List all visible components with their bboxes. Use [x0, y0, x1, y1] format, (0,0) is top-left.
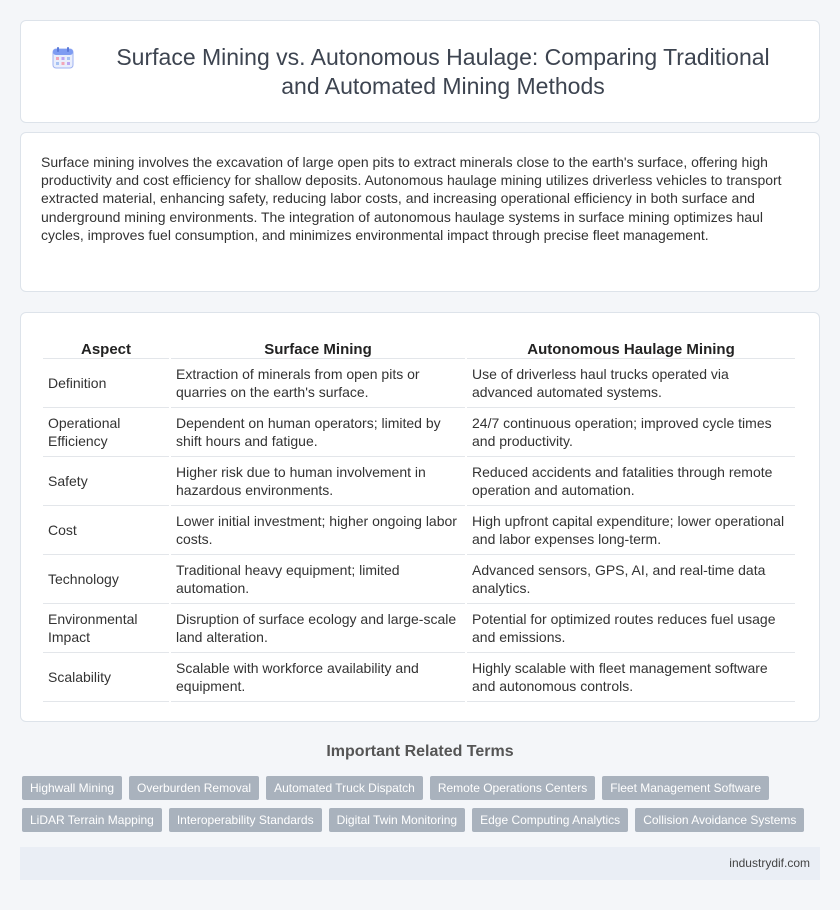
- table-row: [43, 653, 795, 702]
- cell-aspect: Operational Efficiency: [43, 408, 169, 457]
- related-term-tag[interactable]: Fleet Management Software: [602, 776, 769, 800]
- related-term-tag[interactable]: Automated Truck Dispatch: [266, 776, 423, 800]
- table-row: [43, 359, 795, 408]
- table-row: [43, 555, 795, 604]
- cell-surface: Scalable with workforce availability and equipment.: [171, 653, 465, 702]
- intro-card: [20, 132, 820, 292]
- cell-surface: Extraction of minerals from open pits or quarries on the earth's surface.: [171, 359, 465, 408]
- header-autonomous-haulage: Autonomous Haulage Mining: [467, 333, 795, 359]
- comparison-card: [20, 312, 820, 722]
- related-term-tag[interactable]: Highwall Mining: [22, 776, 122, 800]
- related-terms-heading: Important Related Terms: [326, 743, 514, 760]
- cell-surface: Traditional heavy equipment; limited automation.: [171, 555, 465, 604]
- comparison-table: [41, 333, 797, 702]
- table-row: [43, 604, 795, 653]
- related-term-tag[interactable]: Digital Twin Monitoring: [329, 808, 466, 832]
- cell-autonomous: Reduced accidents and fatalities through remote operation and automation.: [467, 457, 795, 506]
- cell-autonomous: High upfront capital expenditure; lower operational and labor expenses long-term.: [467, 506, 795, 555]
- related-term-tag[interactable]: Overburden Removal: [129, 776, 259, 800]
- title-card: [20, 20, 820, 123]
- cell-autonomous: Use of driverless haul trucks operated via advanced automated systems.: [467, 359, 795, 408]
- related-term-tag[interactable]: Interoperability Standards: [169, 808, 322, 832]
- related-term-tag[interactable]: Edge Computing Analytics: [472, 808, 628, 832]
- page-title: Surface Mining vs. Autonomous Haulage: Comparing Traditional and Automated Mining Methods: [116, 43, 770, 99]
- cell-aspect: Cost: [43, 506, 169, 555]
- related-term-tag[interactable]: LiDAR Terrain Mapping: [22, 808, 162, 832]
- cell-aspect: Safety: [43, 457, 169, 506]
- cell-surface: Dependent on human operators; limited by shift hours and fatigue.: [171, 408, 465, 457]
- header-aspect: Aspect: [43, 333, 169, 359]
- related-term-tag[interactable]: Remote Operations Centers: [430, 776, 595, 800]
- cell-aspect: Definition: [43, 359, 169, 408]
- table-header-row: [43, 333, 795, 359]
- cell-autonomous: Highly scalable with fleet management software and autonomous controls.: [467, 653, 795, 702]
- table-row: [43, 408, 795, 457]
- cell-autonomous: 24/7 continuous operation; improved cycle times and productivity.: [467, 408, 795, 457]
- cell-aspect: Environmental Impact: [43, 604, 169, 653]
- table-row: [43, 457, 795, 506]
- table-row: [43, 506, 795, 555]
- header-surface-mining: Surface Mining: [171, 333, 465, 359]
- cell-autonomous: Advanced sensors, GPS, AI, and real-time data analytics.: [467, 555, 795, 604]
- cell-surface: Lower initial investment; higher ongoing labor costs.: [171, 506, 465, 555]
- calendar-icon: [51, 46, 75, 70]
- footer: [20, 847, 820, 880]
- cell-autonomous: Potential for optimized routes reduces fuel usage and emissions.: [467, 604, 795, 653]
- cell-surface: Higher risk due to human involvement in hazardous environments.: [171, 457, 465, 506]
- cell-aspect: Scalability: [43, 653, 169, 702]
- cell-surface: Disruption of surface ecology and large-scale land alteration.: [171, 604, 465, 653]
- intro-paragraph: Surface mining involves the excavation of large open pits to extract minerals close to the earth's surface, offering high productivity and cost efficiency for shallow deposits. Autonomous haulage mining utilizes driverless vehicles to transport extracted material, enhancing safety, reducing labor costs, and increasing operational efficiency in both surface and underground mining environments. The integration of autonomous haulage systems in surface mining optimizes haul cycles, improves fuel consumption, and minimizes environmental impact through precise fleet management.: [41, 154, 782, 243]
- cell-aspect: Technology: [43, 555, 169, 604]
- footer-site-link[interactable]: industrydif.com: [729, 856, 810, 870]
- related-terms-list: [22, 776, 822, 840]
- related-term-tag[interactable]: Collision Avoidance Systems: [635, 808, 804, 832]
